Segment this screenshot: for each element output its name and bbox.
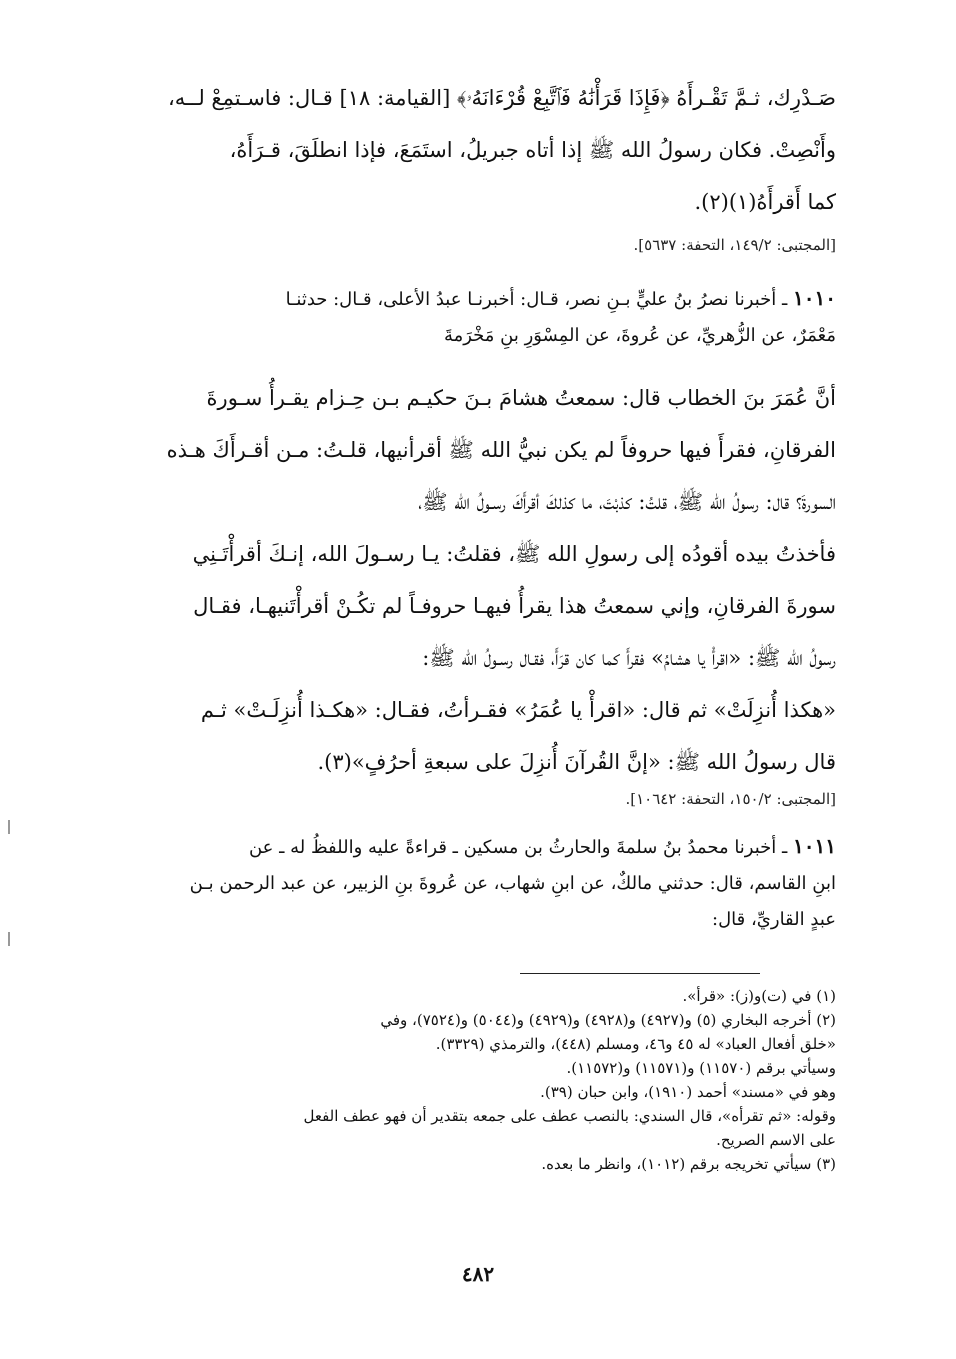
text-line: مَعْمَرٌ، عن الزُّهريِّ، عن عُروةَ، عن المِسْوَرِ بنِ مَخْرَمةَ [443, 325, 836, 346]
text-line: وأَنْصِتْ. فكان رسولُ الله ﷺ إذا أتاه جبريلُ، استَمَعَ، فإذا انطلَقَ، قـرَأَهُ، [229, 138, 836, 162]
text-line: أنَّ عُمَرَ بنَ الخطاب قال: سمعتُ هشامَ بـنَ حكيـم بـن حِـزام يقـرأُ سـورةَ [206, 386, 836, 410]
text-line: فأخذتُ بيده أقودُه إلى رسولِ الله ﷺ، فقلتُ: يـا رسـولَ الله، إنـكَ أقرأْتَـنِي [192, 542, 836, 566]
citation-text: [المجتبى: ١٥٠/٢، التحفة: ١٠٦٤٢]. [625, 790, 836, 808]
text-line: ابنِ القاسم، قال: حدثني مالكٌ، عن ابنِ شهاب، عن عُروةَ بنِ الزبير، عن عبد الرحمن بـن [189, 873, 836, 894]
text-line: رسولُ الله ﷺ: «اقرأْ يا هشامُ» فقرأَ كما كان قرَأَ، فقـال رسـولُ الله ﷺ: [422, 646, 836, 670]
footnotes [120, 984, 836, 1176]
isnad-text: ـ أخبرنا محمدُ بنُ سلمةَ والحارثُ بن مسكين ـ قراءةً عليه واللفظُ له ـ عن [248, 837, 788, 858]
hadith-1010-isnad [120, 280, 836, 354]
footnote-line: وسيأتي برقم (١١٥٧٠) و(١١٥٧١) و(١١٥٧٢). [566, 1059, 836, 1077]
passage-continuation [120, 72, 836, 228]
scan-mark [8, 820, 10, 834]
hadith-number: ١٠١٠ [793, 286, 836, 310]
text-line [120, 828, 836, 866]
citation-1010 [120, 788, 836, 810]
text-line: قال رسولُ الله ﷺ: «إنَّ القُرآنَ أُنزِلَ على سبعةِ أحرُفٍ»(٣). [317, 750, 836, 774]
hadith-number: ١٠١١ [793, 834, 836, 858]
scan-mark [8, 932, 10, 946]
hadith-1010-matn [120, 372, 836, 788]
text-line: الفرقانِ، فقرأَ فيها حروفاً لم يكن نبيُّ الله ﷺ أقرأنيها، قلـتُ: مـن أقـرأَكَ هـذه [166, 438, 836, 462]
footnote-divider [520, 973, 760, 974]
hadith-1011-isnad [120, 828, 836, 938]
text-line [120, 280, 836, 318]
text-line: كما أَقرأَهُ(١)(٢). [694, 190, 836, 214]
page-number: ٤٨٢ [461, 1262, 495, 1286]
footnote-line: وقوله: «ثم تقرأه»، قال السندي: بالنصب عطف على جمعه بتقدير أن فهو عطف الفعل [303, 1107, 836, 1125]
footnote-line: (٣) سيأتي تخريجه برقم (١٠١٢)، وانظر ما بعده. [541, 1155, 836, 1173]
text-line: عبدٍ القاريِّ، قال: [712, 909, 836, 930]
isnad-text: ـ أخبرنا نصرُ بنُ عليٍّ بـنِ نصر، قـال: أخبرنـا عبدُ الأعلى، قـال: حدثنـا [285, 289, 788, 310]
footnote-line: «خلق أفعال العباد» له ٤٥ و٤٦، ومسلم (٤٤٨)، والترمذي (٣٣٢٩). [435, 1035, 836, 1053]
citation-1009 [120, 234, 836, 256]
footnote-line: (١) في (ت)و(ز): «قرأ». [682, 987, 836, 1005]
footnote-line: (٢) أخرجه البخاري (٥) و(٤٩٢٧) و(٤٩٢٨) و(٤٩٢٩) و(٥٠٤٤) و(٧٥٢٤)، وفي [380, 1011, 836, 1029]
footnote-line: وهو في «مسند» أحمد (١٩١٠)، وابن حبان (٣٩). [540, 1083, 836, 1101]
footnote-line: على الاسم الصريح. [716, 1131, 836, 1149]
citation-text: [المجتبى: ١٤٩/٢، التحفة: ٥٦٣٧]. [633, 236, 836, 254]
text-line: سورةَ الفرقانِ، وإني سمعتُ هذا يقرأُ فيهـا حروفـاً لم تكُـنْ أقرأْتَنيهـا، فقـال [193, 594, 836, 618]
text-line: صَـدْرِك، ثـمَّ تَقْـرأَهُ ﴿فَإِذَا قَرَأْنَٰهُ فَٱتَّبِعْ قُرْءَانَهُۥ﴾ [القيامة: ١٨] قـال: فاسـتمِعْ لــه، [167, 86, 836, 110]
text-line: «هكذا أُنزِلَتْ» ثم قال: «اقرأْ يا عُمَرُ» فقـرأتُ، فقـال: «هكـذا أُنزِلَـتْ» ثـم [200, 698, 836, 722]
text-line: السورةَ؟ قال: رسولُ الله ﷺ، قلتُ: كذبْتَ، ما كذلكَ أقرأَكَ رسـولُ الله ﷺ، [418, 490, 836, 514]
